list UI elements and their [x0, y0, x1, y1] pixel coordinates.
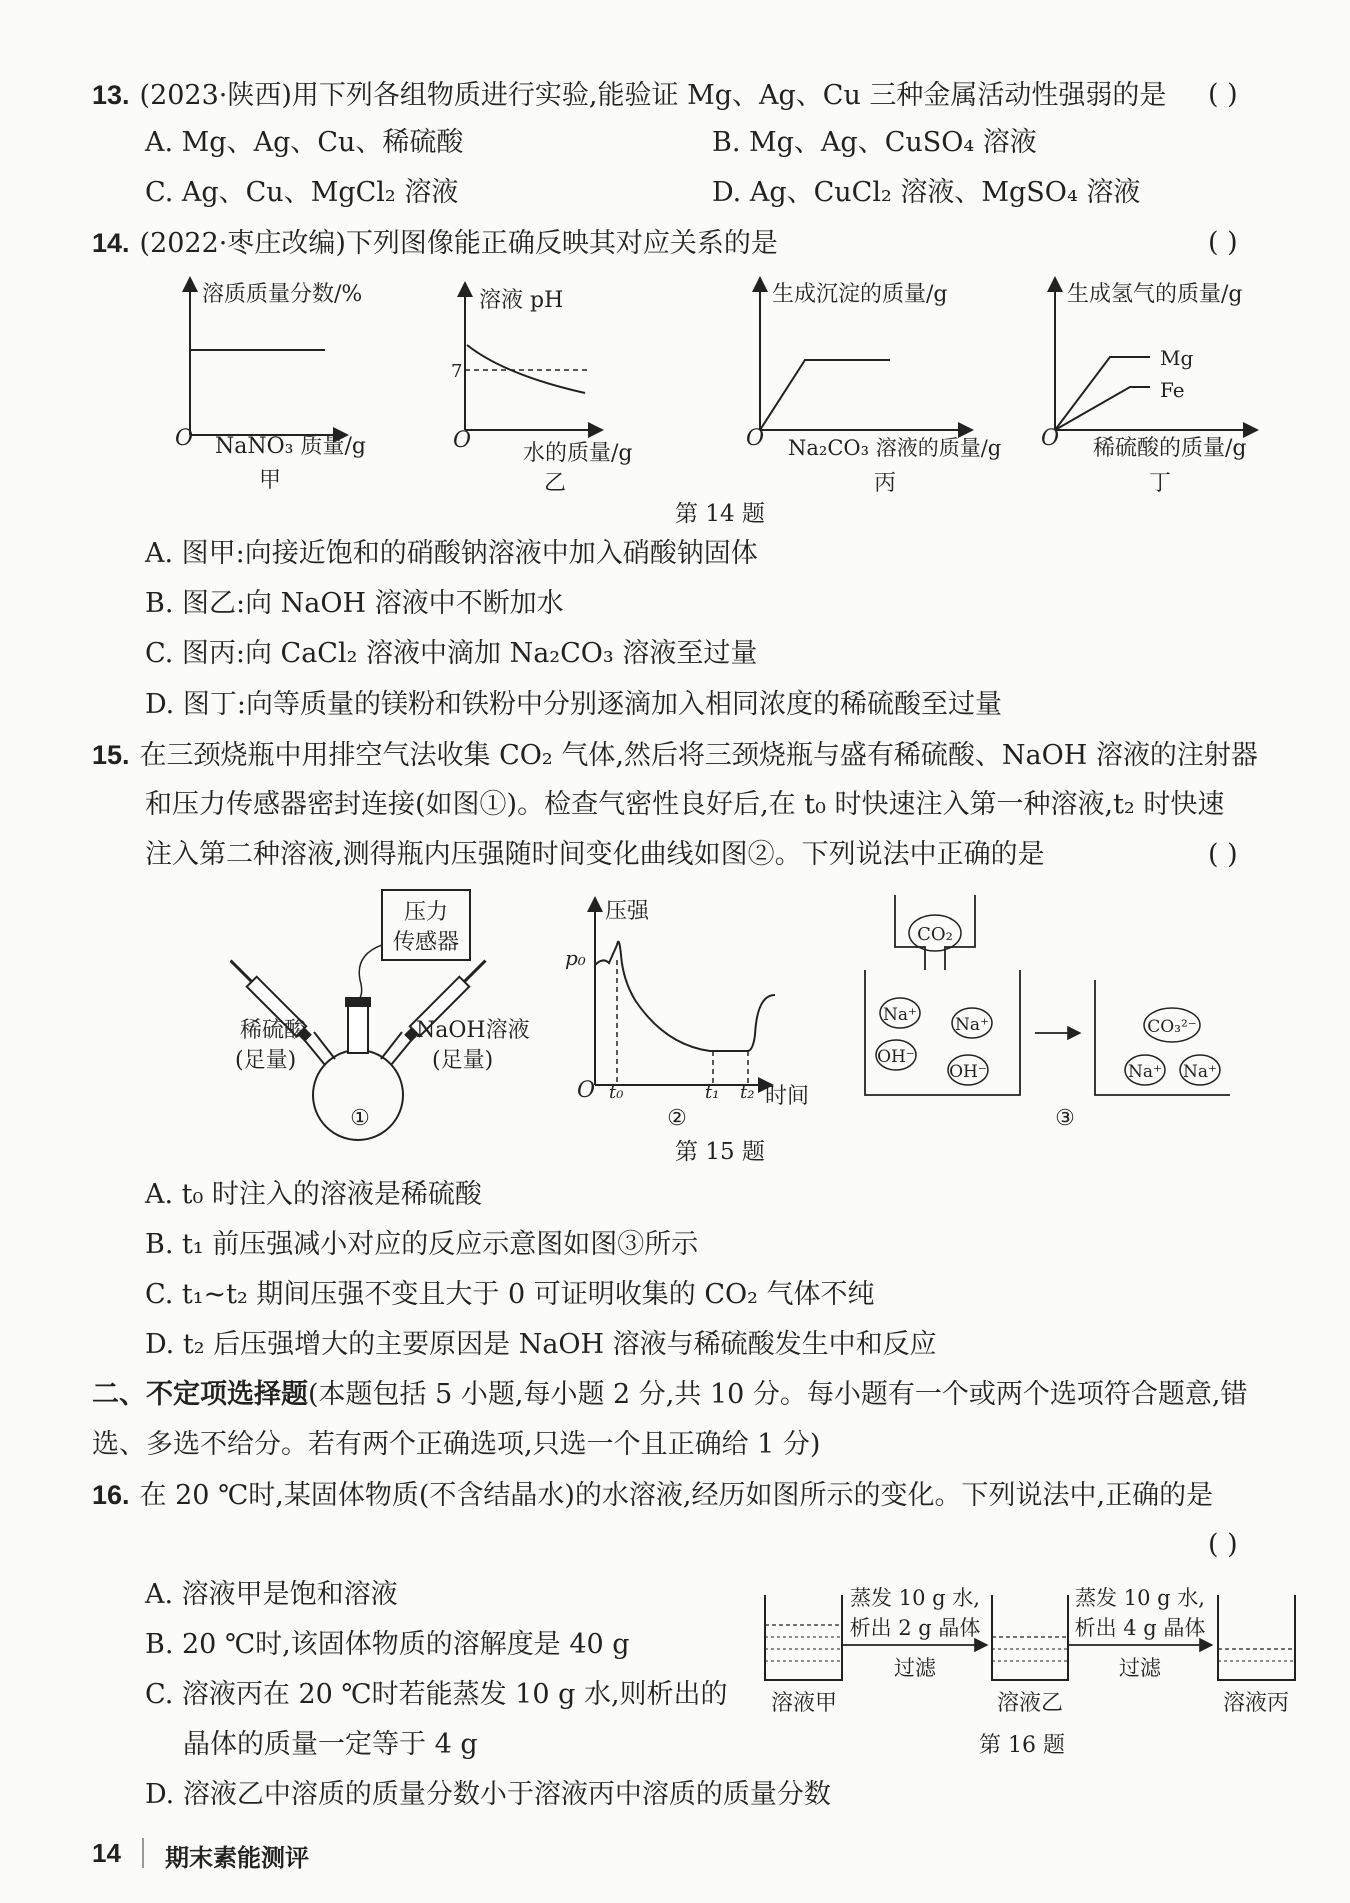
q14-stem-line	[92, 226, 778, 261]
q16-option-c2: 晶体的质量一定等于 4 g	[183, 1729, 478, 1760]
fig3-oh-2: OH⁻	[949, 1062, 987, 1082]
q15-stem1: 在三颈烧瓶中用排空气法收集 CO₂ 气体,然后将三颈烧瓶与盛有稀硫酸、NaOH 溶液的注射器	[139, 740, 1258, 771]
fig1-num: ①	[350, 1106, 370, 1131]
q13-number: 13.	[92, 80, 130, 110]
fig3-na-1: Na⁺	[883, 1005, 917, 1025]
left-label2: (足量)	[235, 1048, 297, 1073]
graph-ding-origin: O	[1041, 426, 1060, 451]
q15-stem-line3: 注入第二种溶液,测得瓶内压强随时间变化曲线如图②。下列说法中正确的是	[145, 839, 1045, 870]
q16-figure	[760, 1575, 1305, 1765]
sensor-wire	[355, 945, 382, 1003]
graph-yi-xlabel: 水的质量/g	[523, 441, 633, 466]
graph-jia-name: 甲	[258, 468, 282, 493]
graph-ding-mg-line	[1055, 357, 1150, 430]
fig16-step2a: 蒸发 10 g 水,	[1075, 1586, 1205, 1610]
sensor-label1: 压力	[403, 900, 449, 925]
fig2-t2: t₂	[740, 1082, 755, 1103]
q13-option-b: B. Mg、Ag、CuSO₄ 溶液	[712, 127, 1037, 158]
section2-title: 二、不定项选择题	[92, 1379, 308, 1410]
flask-center-stopper	[345, 997, 371, 1007]
right-label2: (足量)	[432, 1048, 494, 1073]
graph-ding-fe-line	[1055, 387, 1150, 430]
q16-answer-paren: ( )	[1208, 1529, 1238, 1560]
graph-yi	[451, 285, 633, 496]
fig3-na-2: Na⁺	[955, 1015, 989, 1035]
q15-stem-line1	[92, 738, 1258, 773]
q15-answer-paren: ( )	[1208, 839, 1238, 870]
graph-bing	[746, 280, 1001, 496]
fig16-bing: 溶液丙	[1222, 1691, 1290, 1716]
q15-fig2-graph	[565, 899, 809, 1131]
sensor-label2: 传感器	[392, 930, 460, 955]
q14-number: 14.	[92, 228, 130, 258]
q13-stem-line	[92, 78, 1166, 113]
q14-graphs	[160, 275, 1300, 500]
fig2-t0: t₀	[609, 1082, 624, 1103]
fig3-num: ③	[1055, 1106, 1075, 1131]
fig3-co2: CO₂	[917, 924, 953, 945]
graph-jia-origin: O	[175, 426, 194, 451]
fig2-origin: O	[577, 1078, 596, 1103]
fig16-filter1: 过滤	[894, 1656, 936, 1680]
graph-yi-origin: O	[453, 428, 472, 453]
graph-bing-xlabel: Na₂CO₃ 溶液的质量/g	[788, 436, 1002, 460]
graph-bing-line	[760, 360, 890, 430]
fig16-step1a: 蒸发 10 g 水,	[850, 1586, 980, 1610]
fig3-oh-1: OH⁻	[877, 1047, 915, 1067]
footer-divider	[142, 1838, 144, 1868]
fig2-t1: t₁	[705, 1082, 720, 1103]
q13-option-c: C. Ag、Cu、MgCl₂ 溶液	[145, 177, 459, 208]
graph-ding-ylabel: 生成氢气的质量/g	[1067, 282, 1243, 307]
fig2-p0: p₀	[565, 946, 586, 970]
fig16-filter2: 过滤	[1119, 1656, 1161, 1680]
q16-stem-line	[92, 1478, 1213, 1513]
q16-option-c1: C. 溶液丙在 20 ℃时若能蒸发 10 g 水,则析出的	[145, 1679, 728, 1710]
graph-jia-xlabel: NaNO₃ 质量/g	[215, 434, 366, 459]
section2-header	[92, 1378, 1248, 1412]
fig16-jia: 溶液甲	[770, 1691, 838, 1716]
q16-option-b: B. 20 ℃时,该固体物质的溶解度是 40 g	[145, 1629, 630, 1660]
q15-option-a: A. t₀ 时注入的溶液是稀硫酸	[145, 1179, 482, 1210]
fig16-yi: 溶液乙	[996, 1691, 1064, 1716]
q14-stem: (2022·枣庄改编)下列图像能正确反映其对应关系的是	[139, 228, 778, 259]
q15-option-b: B. t₁ 前压强减小对应的反应示意图如图③所示	[145, 1229, 699, 1260]
beaker-left	[865, 970, 1020, 1095]
graph-yi-name: 乙	[543, 471, 567, 496]
q15-fig3-diagram	[865, 895, 1230, 1131]
q14-option-d: D. 图丁:向等质量的镁粉和铁粉中分别逐滴加入相同浓度的稀硫酸至过量	[145, 689, 1002, 720]
q15-option-c: C. t₁~t₂ 期间压强不变且大于 0 可证明收集的 CO₂ 气体不纯	[145, 1279, 875, 1310]
graph-jia	[175, 280, 366, 493]
q16-option-d: D. 溶液乙中溶质的质量分数小于溶液丙中溶质的质量分数	[145, 1779, 831, 1810]
graph-yi-tick: 7	[451, 361, 463, 382]
q15-fig1-apparatus	[230, 890, 530, 1140]
q13-option-d: D. Ag、CuCl₂ 溶液、MgSO₄ 溶液	[712, 177, 1141, 208]
graph-bing-ylabel: 生成沉淀的质量/g	[772, 282, 948, 307]
q15-caption: 第 15 题	[675, 1139, 765, 1165]
q13-stem: (2023·陕西)用下列各组物质进行实验,能验证 Mg、Ag、Cu 三种金属活动性强弱的是	[139, 80, 1167, 111]
section2-desc2: 选、多选不给分。若有两个正确选项,只选一个且正确给 1 分)	[92, 1429, 821, 1460]
q15-stem-line2: 和压力传感器密封连接(如图①)。检查气密性良好后,在 t₀ 时快速注入第一种溶液,t₂ 时快速	[145, 789, 1225, 820]
section2-desc1: (本题包括 5 小题,每小题 2 分,共 10 分。每小题有一个或两个选项符合题意,错	[308, 1379, 1248, 1410]
q15-option-d: D. t₂ 后压强增大的主要原因是 NaOH 溶液与稀硫酸发生中和反应	[145, 1329, 937, 1360]
fig2-xlabel: 时间	[765, 1084, 810, 1109]
q15-number: 15.	[92, 740, 130, 770]
fig2-ylabel: 压强	[605, 899, 650, 924]
q13-answer-paren: ( )	[1208, 79, 1238, 110]
page-number: 14	[92, 1838, 121, 1868]
graph-jia-ylabel: 溶质质量分数/%	[202, 282, 363, 307]
right-label1: NaOH溶液	[416, 1018, 530, 1043]
fig3-na-3: Na⁺	[1128, 1062, 1162, 1082]
graph-bing-origin: O	[746, 426, 765, 451]
q14-caption: 第 14 题	[675, 501, 765, 527]
q16-caption: 第 16 题	[979, 1733, 1065, 1758]
q14-option-c: C. 图丙:向 CaCl₂ 溶液中滴加 Na₂CO₃ 溶液至过量	[145, 638, 758, 669]
fig3-co3: CO₃²⁻	[1147, 1017, 1197, 1037]
graph-ding-mg: Mg	[1160, 346, 1194, 370]
q16-stem: 在 20 ℃时,某固体物质(不含结晶水)的水溶液,经历如图所示的变化。下列说法中,正确的是	[139, 1480, 1214, 1511]
q16-number: 16.	[92, 1480, 130, 1510]
graph-yi-ylabel: 溶液 pH	[479, 288, 564, 313]
fig16-step2b: 析出 4 g 晶体	[1074, 1616, 1206, 1640]
fig3-na-4: Na⁺	[1183, 1062, 1217, 1082]
q15-figures	[230, 885, 1230, 1155]
q14-option-b: B. 图乙:向 NaOH 溶液中不断加水	[145, 588, 564, 619]
graph-ding-fe: Fe	[1160, 378, 1185, 402]
beaker-bing	[1218, 1595, 1295, 1680]
pressure-curve	[595, 942, 775, 1051]
q14-answer-paren: ( )	[1208, 227, 1238, 258]
fig16-step1b: 析出 2 g 晶体	[849, 1616, 981, 1640]
graph-ding-name: 丁	[1148, 471, 1172, 496]
flask-center-neck	[348, 1003, 368, 1053]
graph-bing-name: 丙	[873, 471, 897, 496]
q16-option-a: A. 溶液甲是饱和溶液	[145, 1579, 398, 1610]
q14-option-a: A. 图甲:向接近饱和的硝酸钠溶液中加入硝酸钠固体	[145, 538, 758, 569]
footer-title: 期末素能测评	[165, 1845, 309, 1872]
graph-ding	[1041, 280, 1255, 496]
q13-option-a: A. Mg、Ag、Cu、稀硫酸	[145, 127, 464, 158]
graph-yi-curve	[467, 345, 585, 393]
graph-ding-xlabel: 稀硫酸的质量/g	[1093, 436, 1247, 461]
fig2-num: ②	[667, 1106, 687, 1131]
left-label1: 稀硫酸	[240, 1018, 307, 1043]
